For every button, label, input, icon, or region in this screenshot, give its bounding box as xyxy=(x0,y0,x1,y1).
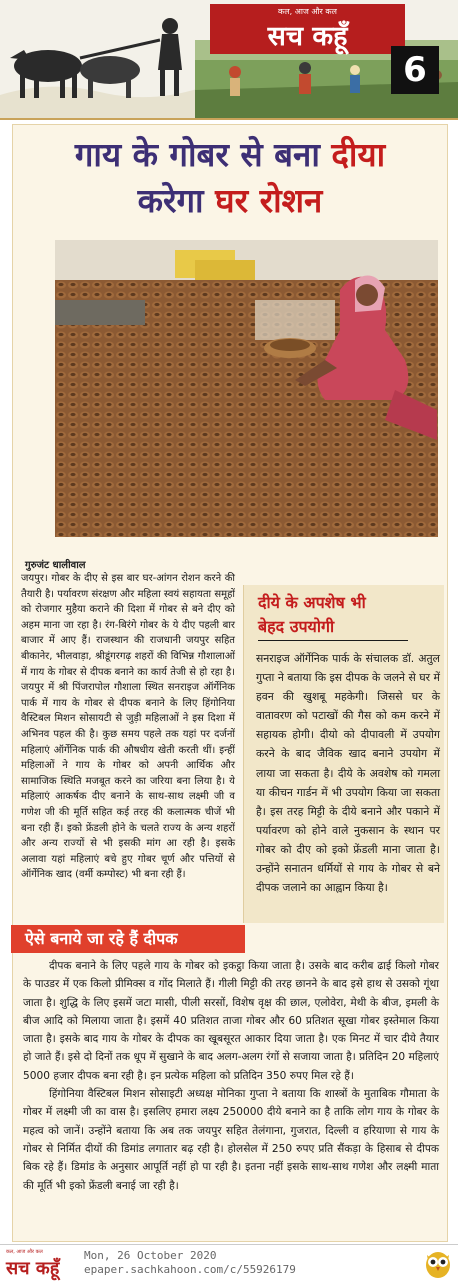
masthead-tagline: कल, आज और कल xyxy=(278,7,337,16)
footer-brand-name: सच कहूँ xyxy=(6,1258,60,1279)
sidebar-box xyxy=(243,585,444,923)
headline-line-2 xyxy=(13,181,447,221)
sidebar-title-line-2: बेहद उपयोगी xyxy=(258,617,335,636)
headline-part-1-red: दीया xyxy=(331,135,386,174)
headline-part-2: करेगा xyxy=(137,181,216,220)
footer-date: Mon, 26 October 2020 xyxy=(84,1249,217,1262)
headline-part-1: गाय के गोबर से बना xyxy=(74,135,332,174)
sidebar-title-underline xyxy=(258,640,408,641)
footer-url[interactable]: epaper.sachkahoon.com/c/55926179 xyxy=(84,1263,296,1276)
footer-brand xyxy=(6,1249,70,1277)
masthead-title: सच कहूँ xyxy=(267,21,348,52)
footer-brand-tagline: कल, आज और कल xyxy=(6,1249,43,1255)
headline-part-2-red: घर रोशन xyxy=(215,181,323,220)
farmer-plough-illustration xyxy=(0,0,200,118)
masthead xyxy=(210,4,405,54)
sidebar-title-line-1: दीये के अपशेष भी xyxy=(258,593,366,612)
section-heading: ऐसे बनाये जा रहे हैं दीपक xyxy=(11,925,245,953)
section-paragraph-1: दीपक बनाने के लिए पहले गाय के गोबर को इकट्ठा किया जाता है। उसके बाद करीब ढाई किलो गोबर के पाउडर में एक किलो प्रीमिक्स व गोंद मिलाते हैं। गीली मिट्टी की तरह छानने के बाद इसे हाथ से उसको गूंथा जाता है। शुद्धि के लिए इसमें जटा मासी, पीली सरसों, विशेष वृक्ष की छाल, एलोवेरा, मेथी के बीज, इमली के बीज आदि को मिलाया जाता है। इसमें 40 प्रतिशत ताजा गोबर और 60 प्रतिशत सूखा गोबर इस्तेमाल किया जाता है। इसके बाद गाय के गोबर के दीपक का खूबसूरत आकार दिया जाता है। एक मिनट में चार दीये तैयार हो जाते हैं। इसे दो दिनों तक धूप में सुखाने के बाद अलग-अलग रंगों से सजाया जाता है। प्रतिदिन 20 महिलाएं 5000 हजार दीपक बना रही है। इन प्रत्येक महिला को प्रतिदिन 350 रुपए मिल रहे हैं। xyxy=(23,960,439,1082)
page-banner xyxy=(0,0,458,120)
headline xyxy=(13,135,447,221)
page-number: 6 xyxy=(391,46,439,94)
section-body xyxy=(23,957,439,1195)
section-paragraph-2: हिंगोनिया वैस्टिबल मिशन सोसाइटी अध्यक्ष मोनिका गुप्ता ने बताया कि शास्त्रों के मुताबिक गौमाता के गोबर में लक्ष्मी जी का वास है। इसलिए हमारा लक्ष्य 250000 दीये बनाने का है ताकि लोग गाय के गोबर के महत्व को जानें। उन्होंने बताया कि अब तक जयपुर सहित तेलंगाना, गुजरात, दिल्ली व हरियाणा से गाय के गोबर से निर्मित दीयों की डिमांड लगातार बढ़ रही है। होलसेल में 250 रुपए प्रति सैंकड़ा के हिसाब से दीपक बिक रहे हैं। डिमांड के अनुसार आपूर्ति नहीं हो पा रही है। इतना नहीं इसके साथ-साथ गणेश और लक्ष्मी माता की मूर्ति भी इको फ्रेंडली बनाई जा रही है। xyxy=(23,1088,439,1192)
owl-icon xyxy=(422,1247,454,1279)
headline-line-1 xyxy=(13,135,447,175)
main-article-text: जयपुर। गोबर के दीए से इस बार घर-आंगन रोशन करने की तैयारी है। पर्यावरण संरक्षण और महिला स्वयं सहायता समूहों को रोजगार मुहैया कराने की दिशा में गोबर से बने दीए को अहम माना जा रहा है। रंग-बिरंगे गोबर के ये दीए पहली बार बाजार में आए हैं। राजस्थान की राजधानी जयपुर सहित बीकानेर, भीलवाड़ा, श्रीडूंगरगढ़ शहरों की विभिन्न गौशालाओं में गाय के गोबर से दीपक बनाने का कार्य तेजी से हो रहा है। जयपुर में श्री पिंजरापोल गौशाला स्थित सनराइज ऑर्गेनिक पार्क में गाय के गोबर से दीपक बनाने के लिए हिंगोनिया वैस्टिबल मिशन सोसायटी से जुड़ी महिलाओं ने इस दिशा में अभिनव पहल की है। कुछ समय पहले तक यहां पर दर्जनों महिलाएं ऑर्गेनिक पार्क की औषधीय खेती करती थीं। इन्हीं महिलाओं ने गाय के गोबर को अपनी आर्थिक और सामाजिक स्थिति मजबूत करने का जरिया बना लिया है। ये महिलाएं आकर्षक दीए बनाने के साथ-साथ लक्ष्मी जी व गणेश जी की मूर्ति सहित कई तरह की कलात्मक चीजें भी बना रही हैं। इको फ्रेंडली होने के चलते राज्य के अन्य शहरों और अन्य राज्यों से भी इसकी मांग आ रही है। इसके अलावा यहां महिलाएं बचे हुए गोबर चूर्ण और पत्तियों से ऑर्गेनिक खाद (वर्मी कम्पोस्ट) भी बना रही हैं। xyxy=(21,573,235,881)
article xyxy=(12,124,448,1242)
woman-making-diyas-photo xyxy=(55,240,438,537)
byline: गुरुजंट धालीवाल xyxy=(25,560,86,571)
footer xyxy=(0,1244,458,1281)
sidebar-title xyxy=(258,591,438,639)
sidebar-text: सनराइज ऑर्गेनिक पार्क के संचालक डॉ. अतुल गुप्ता ने बताया कि इस दीपक के जलने से घर में हवन की खुशबू महकेगी। जिससे घर के वातावरण को पटाखों की गैस को कम करने में सहायक होगी। दीयो को दीपावली में उपयोग करने के बाद जैविक खाद बनाने उपयोग में लाया जा सकता है। दीये के अवशेष को गमला या कीचन गार्डन में भी उपयोग किया जा सकता है। इस तरह मिट्टी के दीये बनाने और पकाने में पर्यावरण को होने वाले नुकसान के स्थान पर गोबर को दीए को इको फ्रेंडली माना जाता है। उन्होंने सनातन धर्मियों से गाय के गोबर से बने दीपक जलाने का आह्वान किया है। xyxy=(256,652,440,895)
